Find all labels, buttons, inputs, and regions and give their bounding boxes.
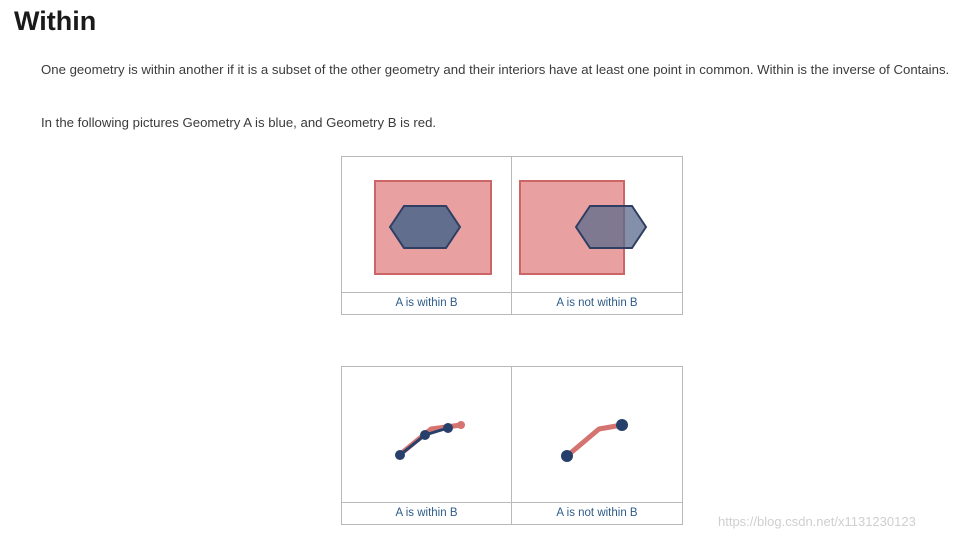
- geometry-a-point-start: [395, 450, 405, 460]
- line-figure-captions: [342, 502, 682, 524]
- geometry-a-point-end: [443, 423, 453, 433]
- geometry-b-line: [567, 425, 622, 456]
- caption-a-not-within-b: A is not within B: [556, 297, 638, 309]
- geometry-a-point-end: [616, 419, 628, 431]
- polygon-figure: [341, 156, 683, 315]
- geometry-a-point-start: [561, 450, 573, 462]
- watermark-text: https://blog.csdn.net/x1131230123: [718, 514, 916, 529]
- geometry-a-hexagon: [390, 206, 460, 248]
- page-title: Within: [14, 6, 97, 36]
- line-figure: [341, 366, 683, 525]
- polygon-figure-cells: [342, 157, 682, 292]
- polygon-not-within-diagram: [512, 157, 682, 294]
- line-figure-cells: [342, 367, 682, 502]
- line-not-within-diagram: [512, 367, 682, 504]
- geometry-a-point-mid: [420, 430, 430, 440]
- polygon-not-within-cell: [512, 157, 682, 292]
- geometry-a-hexagon: [576, 206, 646, 248]
- polygon-figure-captions: [342, 292, 682, 314]
- line-within-cell: [342, 367, 512, 502]
- line-not-within-cell: [512, 367, 682, 502]
- caption-a-not-within-b: A is not within B: [556, 507, 638, 519]
- legend-paragraph: In the following pictures Geometry A is blue, and Geometry B is red.: [41, 115, 437, 130]
- caption-a-within-b: A is within B: [342, 293, 512, 314]
- caption-a-within-b: A is within B: [342, 503, 512, 524]
- line-within-diagram: [342, 367, 512, 504]
- intro-paragraph: One geometry is within another if it is a subset of the other geometry and their interiors have at least one point in common. Within is the inverse of Contains.: [41, 62, 950, 77]
- polygon-within-diagram: [342, 157, 512, 294]
- geometry-b-point-end: [457, 421, 465, 429]
- polygon-within-cell: [342, 157, 512, 292]
